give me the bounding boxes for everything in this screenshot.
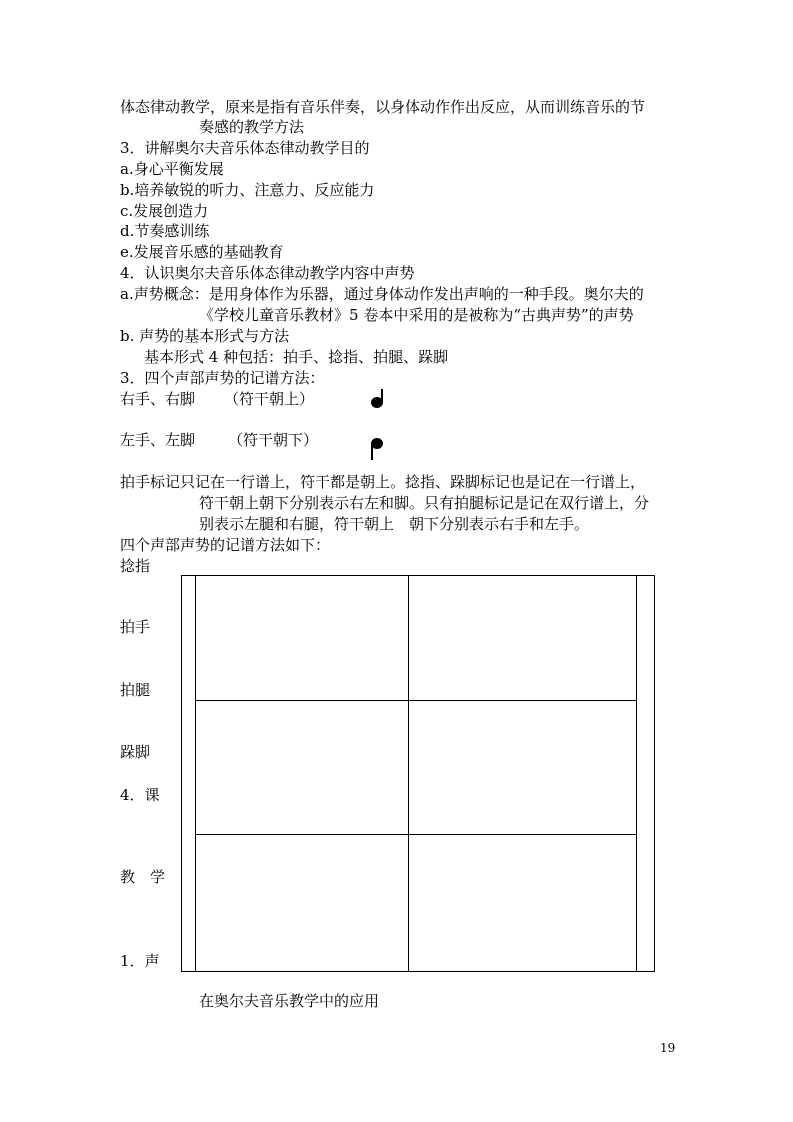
label-duojiao: 跺脚 (120, 743, 151, 761)
notation-intro: 四个声部声势的记谱方法如下： (120, 536, 331, 554)
page-number: 19 (660, 1041, 676, 1055)
list-item-a: a.身心平衡发展 (120, 160, 224, 178)
label-jiaoxue: 教 学 (120, 868, 166, 886)
notation-grid (181, 575, 655, 972)
label-ke: 4．课 (120, 786, 160, 804)
list-item-d: d.节奏感训练 (120, 222, 210, 240)
label-sheng: 1．声 (120, 952, 160, 970)
forms-detail: 基本形式 4 种包括：拍手、捻指、拍腿、跺脚 (144, 348, 449, 366)
explain-line-1: 拍手标记只记在一行谱上，符干都是朝上。捻指、跺脚标记也是记在一行谱上， (120, 473, 646, 491)
left-hand-foot-label: 左手、左脚 (120, 431, 196, 449)
concept-line-2: 《学校儿童音乐教材》5 卷本中采用的是被称为“古典声势”的声势 (199, 306, 634, 324)
stem-up-label: （符干朝上） (224, 390, 315, 408)
caption: 在奥尔夫音乐教学中的应用 (199, 992, 380, 1010)
para-line-2: 奏感的教学方法 (199, 118, 305, 136)
stem-down-label: （符干朝下） (228, 431, 319, 449)
concept-line-1: a.声势概念：是用身体作为乐器，通过身体动作发出声响的一种手段。奥尔夫的 (120, 285, 644, 303)
label-paishou: 拍手 (120, 618, 151, 636)
label-nianzhi: 捻指 (120, 557, 151, 575)
para-line-1: 体态律动教学，原来是指有音乐伴奏，以身体动作作出反应，从而训练音乐的节 (120, 98, 646, 116)
forms-heading: b. 声势的基本形式与方法 (120, 327, 290, 345)
label-paitui: 拍腿 (120, 681, 151, 699)
heading-3-goals: 3．讲解奥尔夫音乐体态律动教学目的 (120, 139, 370, 157)
explain-line-3: 别表示左腿和右腿，符干朝上 朝下分别表示右手和左手。 (199, 515, 590, 533)
notation-heading: 3．四个声部声势的记谱方法： (120, 369, 325, 387)
explain-line-2: 符干朝上朝下分别表示右左和脚。只有拍腿标记是记在双行谱上，分 (199, 494, 650, 512)
heading-4-content: 4．认识奥尔夫音乐体态律动教学内容中声势 (120, 264, 415, 282)
right-hand-foot-label: 右手、右脚 (120, 390, 196, 408)
list-item-c: c.发展创造力 (120, 202, 209, 220)
list-item-e: e.发展音乐感的基础教育 (120, 243, 284, 261)
list-item-b: b.培养敏锐的听力、注意力、反应能力 (120, 181, 375, 199)
